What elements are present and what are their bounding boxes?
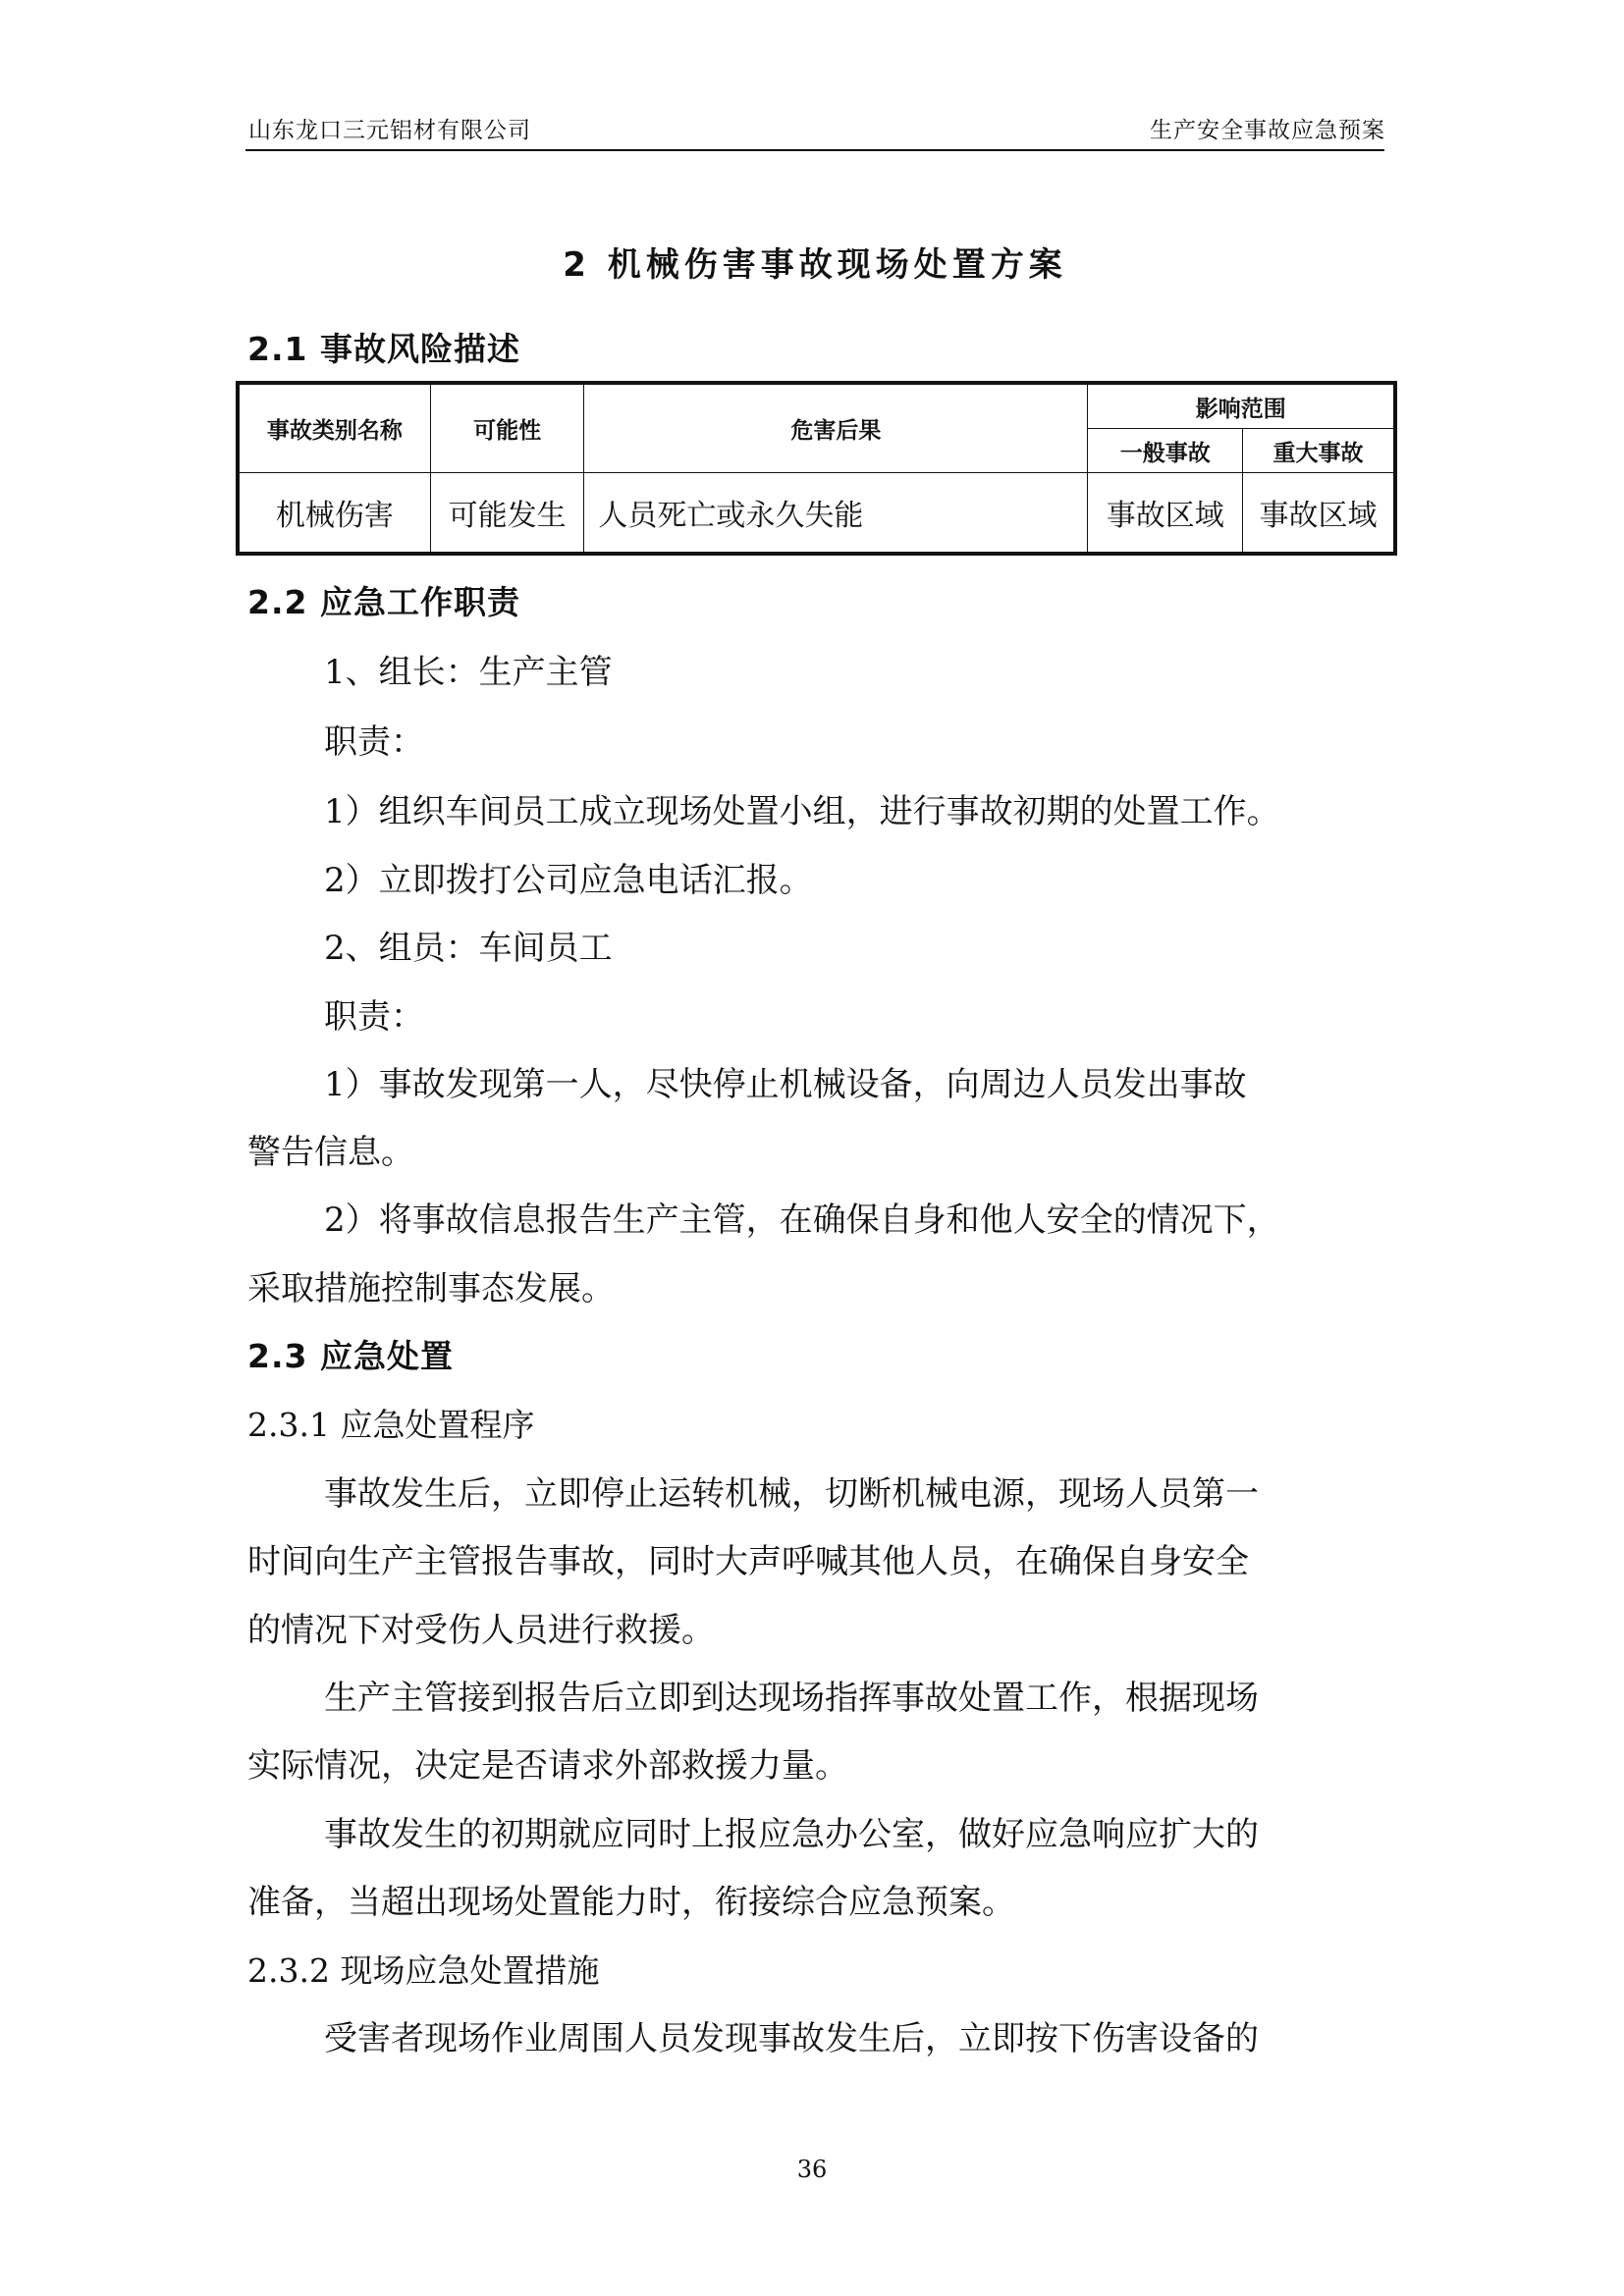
paragraph-line: 准备，当超出现场处置能力时，衔接综合应急预案。 [247,1883,1015,1922]
subsection-2-3-1: 2.3.1 应急处置程序 [247,1406,535,1444]
cell-consequence: 人员死亡或永久失能 [584,473,1088,555]
member-duty-2: 2）将事故信息报告生产主管，在确保自身和他人安全的情况下， [324,1201,1280,1240]
section-2-3-heading: 2.3 应急处置 [247,1337,454,1375]
header-doc-title: 生产安全事故应急预案 [1150,118,1385,143]
risk-table [236,381,1397,556]
paragraph-line: 生产主管接到报告后立即到达现场指挥事故处置工作，根据现场 [324,1679,1259,1718]
leader-duty-1: 1）组织车间员工成立现场处置小组，进行事故初期的处置工作。 [324,792,1280,831]
duty-label: 职责： [324,722,424,762]
section-2-1-heading: 2.1 事故风险描述 [247,330,520,368]
cell-major: 事故区域 [1242,473,1395,555]
chapter-title: 2 机械伤害事故现场处置方案 [563,245,1067,285]
header-company: 山东龙口三元铝材有限公司 [248,118,531,143]
col-header-name: 事故类别名称 [238,383,430,473]
paragraph-line: 事故发生的初期就应同时上报应急办公室，做好应急响应扩大的 [324,1815,1259,1854]
col-header-major: 重大事故 [1242,429,1395,473]
member-line: 2、组员：车间员工 [324,929,613,968]
paragraph-line: 时间向生产主管报告事故，同时大声呼喊其他人员，在确保自身安全 [247,1542,1249,1581]
paragraph-line: 受害者现场作业周围人员发现事故发生后，立即按下伤害设备的 [324,2019,1259,2058]
duty-label: 职责： [324,997,424,1037]
section-2-2-heading: 2.2 应急工作职责 [247,583,520,621]
col-header-consequence: 危害后果 [584,383,1088,473]
cell-possibility: 可能发生 [430,473,584,555]
paragraph-line: 事故发生后，立即停止运转机械，切断机械电源，现场人员第一 [324,1474,1259,1514]
member-duty-1: 1）事故发现第一人，尽快停止机械设备，向周边人员发出事故 [324,1065,1247,1104]
header-rule [245,149,1384,151]
paragraph-line: 的情况下对受伤人员进行救援。 [247,1611,715,1650]
member-duty-2-cont: 采取措施控制事态发展。 [247,1269,615,1308]
leader-duty-2: 2）立即拨打公司应急电话汇报。 [324,861,813,900]
page-number: 36 [796,2156,828,2183]
subsection-2-3-2: 2.3.2 现场应急处置措施 [247,1951,600,1990]
paragraph-line: 实际情况，决定是否请求外部救援力量。 [247,1746,848,1786]
col-header-impact: 影响范围 [1088,383,1395,429]
col-header-possibility: 可能性 [430,383,584,473]
cell-name: 机械伤害 [238,473,430,555]
member-duty-1-cont: 警告信息。 [247,1133,414,1172]
table-row [238,473,1395,555]
cell-general: 事故区域 [1088,473,1242,555]
leader-line: 1、组长：生产主管 [324,653,613,692]
col-header-general: 一般事故 [1088,429,1242,473]
